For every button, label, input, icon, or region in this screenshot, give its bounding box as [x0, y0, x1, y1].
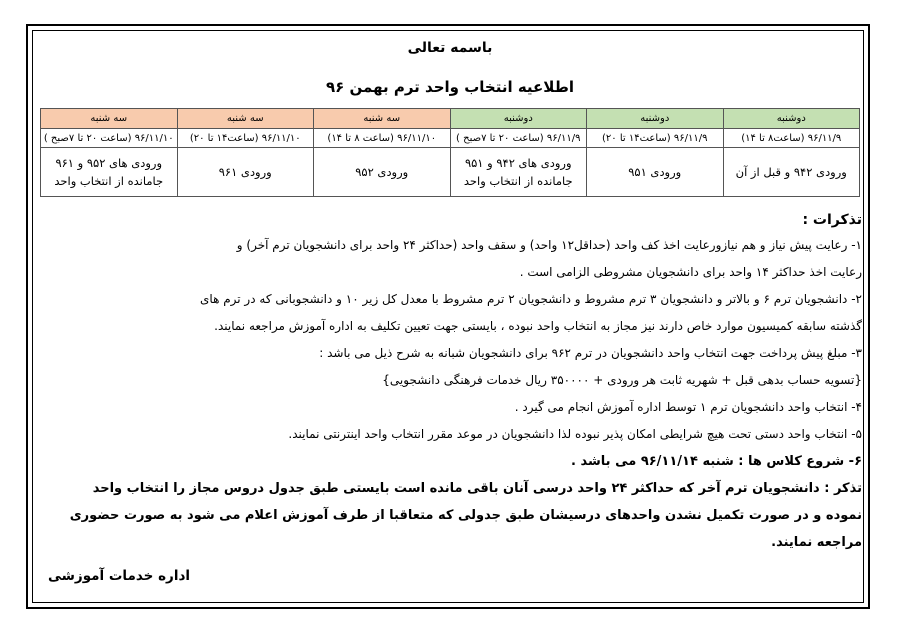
note-6: ۶- شروع کلاس ها : شنبه ۹۶/۱۱/۱۴ می باشد . — [571, 454, 862, 469]
schedule-entry: ورودی های ۹۵۲ و ۹۶۱ جامانده از انتخاب واحد — [41, 148, 178, 197]
schedule-day: دوشنبه — [450, 109, 587, 129]
warning-line-1: تذکر : دانشجویان ترم آخر که حداکثر ۲۴ واحد درسی آنان باقی مانده است بایستی طبق جدول دروس مجاز را انتخاب واحد — [92, 481, 862, 496]
schedule-entry: ورودی ۹۶۱ — [177, 148, 314, 197]
header-basmala: باسمه تعالی — [407, 40, 493, 56]
schedule-table — [40, 108, 860, 197]
note-5: ۵- انتخاب واحد دستی تحت هیچ شرایطی امکان پذیر نبوده لذا دانشجویان در موعد مقرر انتخاب واحد اینترنتی نمایند. — [288, 427, 862, 441]
schedule-day: دوشنبه — [723, 109, 860, 129]
schedule-time: ۹۶/۱۱/۹ (ساعت۸ تا ۱۴) — [723, 129, 860, 148]
note-3-line-1: ۳- مبلغ پیش پرداخت جهت انتخاب واحد دانشجویان در ترم ۹۶۲ برای دانشجویان شبانه به شرح ذیل می باشد : — [319, 346, 862, 360]
note-3-line-2: {تسویه حساب بدهی قبل + شهریه ثابت هر ورودی + ۳۵۰۰۰۰ ریال خدمات فرهنگی دانشجویی} — [382, 373, 862, 387]
note-2-line-2: گذشته سابقه کمیسیون موارد خاص دارند نیز مجاز به انتخاب واحد نبوده ، بایستی جهت تعیین تکلیف به اداره آموزش مراجعه نمایند. — [214, 319, 862, 333]
schedule-time-row — [41, 129, 860, 148]
page-title: اطلاعیه انتخاب واحد ترم بهمن ۹۶ — [326, 78, 574, 96]
schedule-entry: ورودی ۹۴۲ و قبل از آن — [723, 148, 860, 197]
schedule-entry-row — [41, 148, 860, 197]
schedule-time: ۹۶/۱۱/۱۰ (ساعت ۲۰ تا ۷صبح ) — [41, 129, 178, 148]
schedule-time: ۹۶/۱۱/۱۰ (ساعت ۸ تا ۱۴) — [314, 129, 451, 148]
schedule-day: سه شنبه — [314, 109, 451, 129]
schedule-time: ۹۶/۱۱/۱۰ (ساعت۱۴ تا ۲۰) — [177, 129, 314, 148]
schedule-time: ۹۶/۱۱/۹ (ساعت ۲۰ تا ۷صبح ) — [450, 129, 587, 148]
schedule-day: سه شنبه — [41, 109, 178, 129]
notes-section — [38, 208, 862, 556]
note-4: ۴- انتخاب واحد دانشجویان ترم ۱ توسط اداره آموزش انجام می گیرد . — [514, 400, 862, 414]
schedule-day-row — [41, 109, 860, 129]
schedule-day: سه شنبه — [177, 109, 314, 129]
schedule-entry: ورودی ۹۵۲ — [314, 148, 451, 197]
note-1-line-1: ۱- رعایت پیش نیاز و هم نیازورعایت اخذ کف واحد (حداقل۱۲ واحد) و سقف واحد (حداکثر ۲۴ واحد برای دانشجویان ترم آخر) و — [236, 238, 862, 252]
warning-line-2: نموده و در صورت تکمیل نشدن واحدهای درسیشان طبق جدولی که متعاقبا از طرف آموزش اعلام می شود به صورت حضوری — [69, 508, 862, 523]
schedule-entry: ورودی ۹۵۱ — [587, 148, 724, 197]
schedule-time: ۹۶/۱۱/۹ (ساعت۱۴ تا ۲۰) — [587, 129, 724, 148]
schedule-day: دوشنبه — [587, 109, 724, 129]
note-2-line-1: ۲- دانشجویان ترم ۶ و بالاتر و دانشجویان ۳ ترم مشروط و دانشجویان ۲ ترم مشروط با معدل کل زیر ۱۰ و دانشجوبانی که در ترم های — [200, 292, 862, 306]
notes-heading: تذکرات : — [802, 212, 862, 228]
signature: اداره خدمات آموزشی — [48, 568, 191, 584]
warning-line-3: مراجعه نمایند. — [771, 535, 862, 550]
schedule-entry: ورودی های ۹۴۲ و ۹۵۱ جامانده از انتخاب واحد — [450, 148, 587, 197]
note-1-line-2: رعایت اخذ حداکثر ۱۴ واحد برای دانشجویان مشروطی الزامی است . — [519, 265, 862, 279]
